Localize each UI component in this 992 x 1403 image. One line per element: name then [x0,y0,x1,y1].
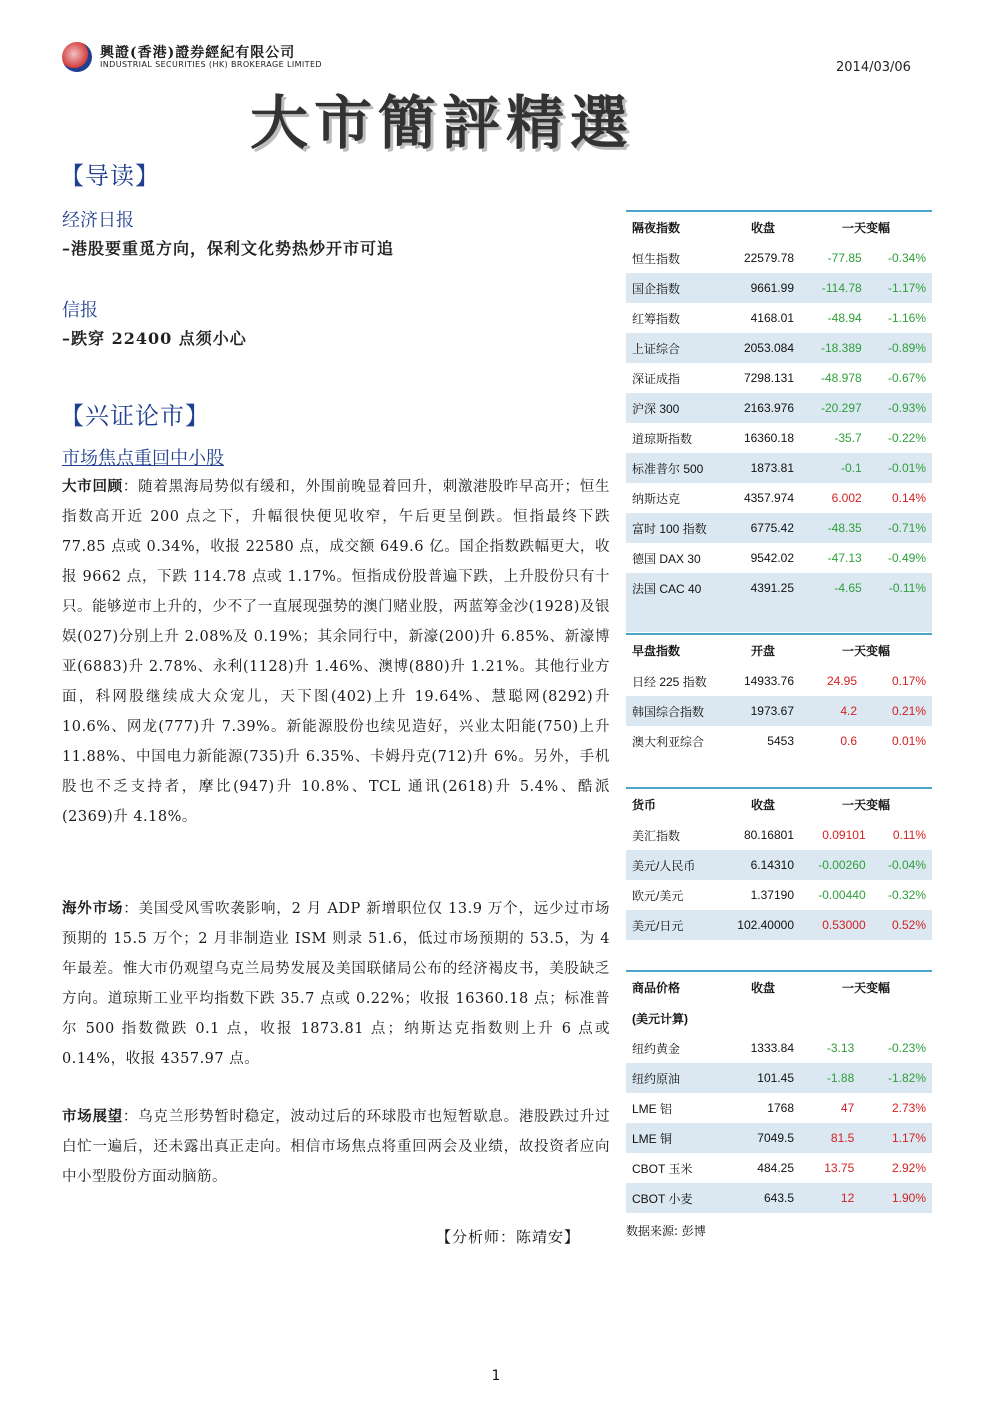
row-change-pct: -0.71% [868,513,932,543]
morning-index-table [626,633,932,756]
row-name: 美元/日元 [626,910,726,940]
row-close: 4391.25 [726,573,800,603]
table-row [626,1123,932,1153]
row-change: -1.88 [800,1063,860,1093]
row-change-pct: -0.22% [887,431,926,445]
table-header: 收盘 [726,211,800,243]
row-close: 2053.084 [726,333,800,363]
row-close: 102.40000 [726,910,800,940]
overseas-market-label: 海外市场 [62,900,124,917]
row-name: 法国 CAC 40 [626,573,726,603]
row-change-pct: -0.04% [872,850,932,880]
row-change: -0.00260 [800,850,872,880]
table-row [626,1033,932,1063]
row-name: 纳斯达克 [632,491,681,506]
table-header: 收盘 [726,788,800,820]
row-change: 12 [800,1183,860,1213]
table-row [626,303,932,333]
guide-headline-2: –跌穿 22400 点须小心 [62,329,247,348]
row-name: 标准普尔 500 [626,453,726,483]
row-close: 1873.81 [726,453,800,483]
row-change-pct: 0.14% [891,491,926,505]
row-change: -114.78 [800,273,868,303]
row-change: -3.13 [826,1041,855,1055]
table-row [626,850,932,880]
commodity-table [626,970,932,1213]
row-close: 101.45 [726,1063,800,1093]
row-change: 6.002 [831,491,862,505]
row-name: 道琼斯指数 [632,431,693,446]
row-change: -48.978 [821,371,862,385]
row-close: 5453 [767,734,794,748]
row-name: 德国 DAX 30 [632,551,701,566]
row-name: 美汇指数 [632,828,681,843]
table-row [626,273,932,303]
row-name: 红筹指数 [632,311,681,326]
table-row [626,666,932,696]
guide-source-1: 经济日报 [62,210,134,231]
row-close: 16360.18 [743,431,794,445]
row-change: 0.53000 [800,910,872,940]
row-close: 1333.84 [750,1041,794,1055]
table-row [626,1093,932,1123]
table-header: 开盘 [726,634,800,666]
row-close: 643.5 [726,1183,800,1213]
table-header: 货币 [626,788,726,820]
row-change-pct: 0.52% [872,910,932,940]
table-row [626,483,932,513]
row-change-pct: -0.23% [887,1041,926,1055]
table-row [626,333,932,363]
table-row [626,243,932,273]
row-change: -4.65 [800,573,868,603]
overseas-market-paragraph [62,894,610,1074]
table-row [626,573,932,603]
row-close: 1768 [767,1101,794,1115]
row-change: -77.85 [827,251,862,265]
row-change-pct: -1.16% [887,311,926,325]
page-title: 大市簡評精選 [250,89,635,157]
row-name: 韩国综合指数 [626,696,726,726]
row-name: CBOT 小麦 [626,1183,726,1213]
guide-source-2: 信报 [62,300,98,321]
row-change-pct: 1.17% [860,1123,932,1153]
row-close: 80.16801 [743,828,794,842]
table-header: 一天变幅 [800,211,932,243]
row-name: LME 铜 [626,1123,726,1153]
table-header: 早盘指数 [626,634,726,666]
row-change: 13.75 [824,1161,855,1175]
table-row [626,910,932,940]
row-change-pct: 0.21% [863,696,932,726]
row-name: 纽约原油 [626,1063,726,1093]
outlook-paragraph [62,1102,610,1192]
table-row [626,423,932,453]
overseas-market-text: ：美国受风雪吹袭影响，2 月 ADP 新增职位仅 13.9 万个，远少过市场预期的 15.5 万个；2 月非制造业 ISM 则录 51.6，低过市场预期的 53.5，为 4 年最差。惟大市仍观望乌克兰局势发展及美国联储局公布的经济褐皮书，美股缺乏方向。道琼斯工业平均指数下跌 35.7 点或 0.22%；收报 16360.18 点；标准普尔 500 指数微跌 0.1 点，收报 1873.81 点；纳斯达克指数则上升 6 点或 0.14%，收报 4357.97 点。 [62,901,610,1067]
table-row [626,1063,932,1093]
row-close: 14933.76 [743,674,794,688]
row-name: CBOT 玉米 [632,1161,693,1176]
table-row [626,820,932,850]
page-number: 1 [491,1368,501,1384]
row-name: 恒生指数 [632,251,681,266]
row-change: 24.95 [826,674,857,688]
row-close: 22579.78 [743,251,794,265]
row-close: 9661.99 [726,273,800,303]
row-close: 4168.01 [750,311,794,325]
row-close: 6775.42 [726,513,800,543]
row-close: 7049.5 [726,1123,800,1153]
row-name: 澳大利亚综合 [632,734,705,749]
row-name: 深证成指 [632,371,681,386]
row-change-pct: -0.11% [868,573,932,603]
row-change: -20.297 [800,393,868,423]
row-change: -0.00440 [818,888,866,902]
row-change-pct: 0.01% [891,734,926,748]
table-header: 商品价格 [626,971,726,1003]
row-change-pct: -0.34% [887,251,926,265]
market-review-text: ：随着黑海局势似有缓和，外围前晚显着回升，刺激港股昨早高开；恒生指数高开近 200 点之下，升幅很快便见收窄，午后更呈倒跌。恒指最终下跌 77.85 点或 0.34%，收报 22580 点，成交额 649.6 亿。国企指数跌幅更大，收报 9662 点，下跌 114.78 点或 1.17%。恒指成份股普遍下跌，上升股份只有十只。能够逆市上升的，少不了一直展现强势的澳门赌业股，两蓝筹金沙(1928)及银娱(027)分别上升 2.08%及 0.19%；其余同行中，新濠(200)升 6.85%、新濠博亚(6883)升 2.78%、永利(1128)升 1.46%、澳博(880)升 1.21%。其他行业方面，科网股继续成大众宠儿，天下图(402)上升 19.64%、慧聪网(8292)升 10.6%、网龙(777)升 7.39%。新能源股份也续见造好，兴业太阳能(750)上升 11.88%、中国电力新能源(735)升 6.35%、卡姆丹克(712)升 6%。另外，手机股也不乏支持者，摩比(947)升 10.8%、TCL 通讯(2618)升 5.4%、酷派(2369)升 4.18%。 [62,479,611,825]
table-subheader: (美元计算) [626,1003,726,1033]
table-header: 一天变幅 [800,634,932,666]
table-header: 隔夜指数 [626,211,726,243]
row-change-pct: 0.17% [891,674,926,688]
row-change: -0.1 [800,453,868,483]
table-row [626,1183,932,1213]
analyst-signature: 【分析师：陈靖安】 [436,1228,581,1246]
guide-heading: 【导读】 [60,162,160,190]
currency-table [626,787,932,940]
row-name: LME 铝 [632,1101,673,1116]
row-change-pct: 1.90% [860,1183,932,1213]
row-change: 81.5 [800,1123,860,1153]
row-change-pct: 0.11% [892,828,926,842]
market-review-label: 大市回顾 [62,478,123,495]
outlook-text: ：乌克兰形势暂时稳定，波动过后的环球股市也短暂歇息。港股跌过升过白忙一遍后，还未露出真正走向。相信市场焦点将重回两会及业绩，故投资者应向中小型股份方面动脑筋。 [62,1109,611,1185]
row-change: 4.2 [800,696,863,726]
row-change: 0.09101 [822,828,866,842]
market-review-paragraph [62,472,610,832]
table-row [626,393,932,423]
table-row [626,453,932,483]
row-change-pct: -0.01% [868,453,932,483]
row-change-pct: -1.82% [860,1063,932,1093]
row-name: 日经 225 指数 [632,674,707,689]
commentary-title: 市场焦点重回中小股 [62,448,224,469]
row-change: -48.35 [800,513,868,543]
guide-headline-1: –港股要重觅方向，保利文化势热炒开市可追 [62,239,395,258]
report-date: 2014/03/06 [836,60,911,75]
row-name: 国企指数 [626,273,726,303]
table-row [626,696,932,726]
row-change: 47 [840,1101,855,1115]
row-close: 2163.976 [726,393,800,423]
commentary-heading: 【兴证论市】 [60,402,210,430]
data-source-note: 数据来源: 彭博 [626,1224,706,1238]
table-row [626,726,932,756]
row-close: 1.37190 [750,888,794,902]
row-close: 7298.131 [743,371,794,385]
row-change: -18.389 [800,333,868,363]
outlook-label: 市场展望 [62,1108,123,1125]
row-name: 美元/人民币 [626,850,726,880]
row-change: 0.6 [840,734,857,748]
overnight-index-table [626,210,932,603]
row-change-pct: -0.93% [868,393,932,423]
row-close: 4357.974 [743,491,794,505]
row-name: 富时 100 指数 [626,513,726,543]
row-change-pct: 2.73% [891,1101,926,1115]
row-change-pct: -1.17% [868,273,932,303]
row-close: 6.14310 [726,850,800,880]
table-row [626,1153,932,1183]
row-close: 484.25 [757,1161,794,1175]
row-name: 上证综合 [626,333,726,363]
row-name: 沪深 300 [626,393,726,423]
row-close: 9542.02 [750,551,794,565]
table-header: 一天变幅 [800,788,932,820]
table-row [626,513,932,543]
company-name-en: INDUSTRIAL SECURITIES (HK) BROKERAGE LIMITED [100,60,322,69]
row-change-pct: -0.89% [868,333,932,363]
company-logo [62,42,92,72]
separator-band [626,602,932,632]
row-change-pct: -0.32% [887,888,926,902]
row-change: -47.13 [827,551,862,565]
company-name-cn: 興證(香港)證券經紀有限公司 [100,45,296,61]
table-row [626,543,932,573]
row-change: -48.94 [827,311,862,325]
row-change-pct: -0.67% [887,371,926,385]
table-header: 收盘 [726,971,800,1003]
row-close: 1973.67 [726,696,800,726]
table-row [626,363,932,393]
row-name: 纽约黄金 [632,1041,681,1056]
row-change: -35.7 [834,431,862,445]
row-change-pct: -0.49% [887,551,926,565]
row-change-pct: 2.92% [891,1161,926,1175]
row-name: 欧元/美元 [632,888,684,903]
table-row [626,880,932,910]
table-header: 一天变幅 [800,971,932,1003]
